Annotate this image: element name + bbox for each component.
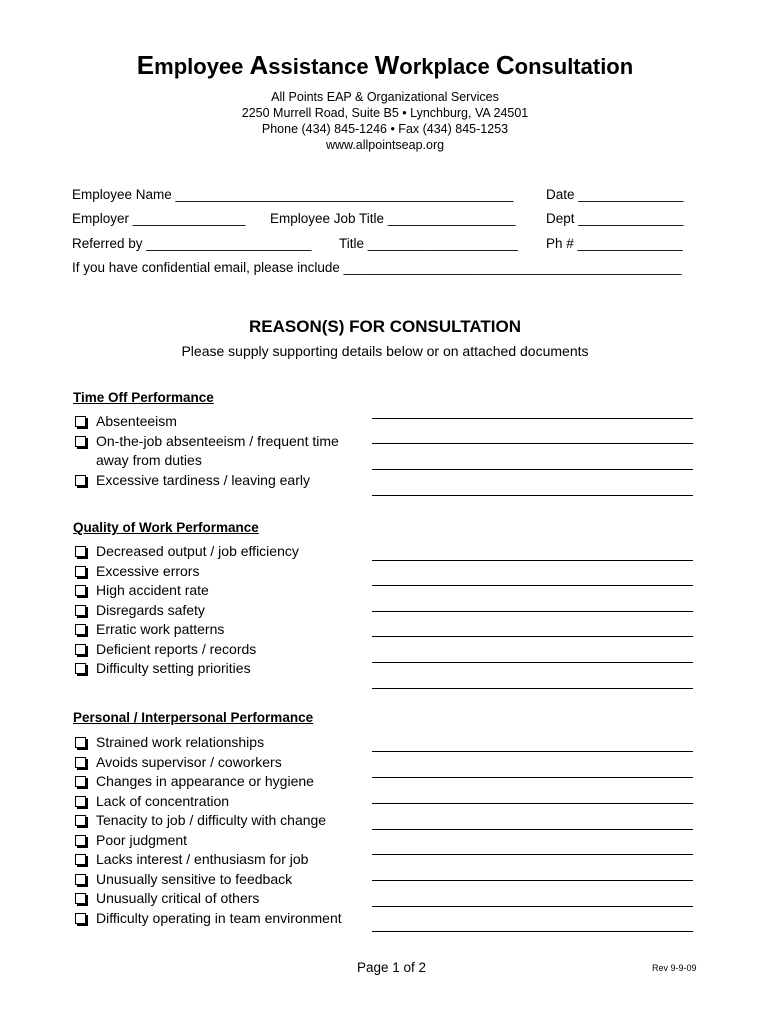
checkbox-item[interactable]: Excessive errors (73, 562, 363, 582)
checkbox-item[interactable]: Disregards safety (73, 601, 363, 621)
checkbox-icon[interactable] (75, 546, 86, 557)
job-title-field[interactable]: Employee Job Title _________________ (270, 211, 516, 226)
org-name: All Points EAP & Organizational Services (271, 90, 499, 104)
detail-line[interactable] (372, 585, 693, 586)
dept-field[interactable]: Dept ______________ (546, 211, 684, 226)
checkbox-icon[interactable] (75, 475, 86, 486)
detail-line[interactable] (372, 611, 693, 612)
checkbox-icon[interactable] (75, 854, 86, 865)
checkbox-item[interactable]: Decreased output / job efficiency (73, 542, 363, 562)
checkbox-item[interactable]: Absenteeism (73, 412, 363, 432)
detail-line[interactable] (372, 931, 693, 932)
referred-by-field[interactable]: Referred by ______________________ (72, 236, 312, 251)
checkbox-item[interactable]: High accident rate (73, 581, 363, 601)
checkbox-item[interactable]: Unusually critical of others (73, 889, 363, 909)
detail-line[interactable] (372, 854, 693, 855)
referrer-title-field[interactable]: Title ____________________ (339, 236, 518, 251)
checkbox-icon[interactable] (75, 585, 86, 596)
detail-line[interactable] (372, 636, 693, 637)
detail-line[interactable] (372, 803, 693, 804)
phone-fax: Phone (434) 845-1246 • Fax (434) 845-1253 (261, 122, 509, 136)
checkbox-icon[interactable] (75, 874, 86, 885)
detail-line[interactable] (372, 469, 693, 470)
employee-name-field[interactable]: Employee Name _____________________________________________ (72, 187, 514, 202)
time-off-list (73, 412, 363, 490)
organization-address (0, 89, 770, 153)
checkbox-icon[interactable] (75, 893, 86, 904)
checkbox-icon[interactable] (75, 776, 86, 787)
checkbox-icon[interactable] (75, 913, 86, 924)
checkbox-item[interactable]: Strained work relationships (73, 733, 363, 753)
detail-line[interactable] (372, 777, 693, 778)
detail-line[interactable] (372, 688, 693, 689)
checkbox-item[interactable]: Erratic work patterns (73, 620, 363, 640)
checkbox-item[interactable]: Difficulty setting priorities (73, 659, 363, 679)
employer-field[interactable]: Employer _______________ (72, 211, 246, 226)
personal-performance-list (73, 733, 363, 928)
checkbox-item[interactable]: On-the-job absenteeism / frequent time away from duties (73, 432, 363, 471)
checkbox-icon[interactable] (75, 835, 86, 846)
phone-field[interactable]: Ph # ______________ (546, 236, 683, 251)
detail-line[interactable] (372, 751, 693, 752)
checkbox-icon[interactable] (75, 663, 86, 674)
checkbox-icon[interactable] (75, 624, 86, 635)
reasons-subheading: Please supply supporting details below or on attached documents (181, 343, 589, 359)
detail-line[interactable] (372, 560, 693, 561)
checkbox-item[interactable]: Deficient reports / records (73, 640, 363, 660)
quality-of-work-list (73, 542, 363, 679)
checkbox-item[interactable]: Tenacity to job / difficulty with change (73, 811, 363, 831)
checkbox-icon[interactable] (75, 737, 86, 748)
checkbox-icon[interactable] (75, 416, 86, 427)
detail-line[interactable] (372, 829, 693, 830)
checkbox-icon[interactable] (75, 815, 86, 826)
checkbox-item[interactable]: Unusually sensitive to feedback (73, 870, 363, 890)
document-title: Employee Assistance Workplace Consultation (136, 50, 634, 80)
checkbox-icon[interactable] (75, 566, 86, 577)
checkbox-item[interactable]: Changes in appearance or hygiene (73, 772, 363, 792)
detail-line[interactable] (372, 443, 693, 444)
checkbox-item[interactable]: Difficulty operating in team environment (73, 909, 363, 929)
checkbox-item[interactable]: Avoids supervisor / coworkers (73, 753, 363, 773)
detail-line[interactable] (372, 906, 693, 907)
checkbox-item[interactable]: Excessive tardiness / leaving early (73, 471, 363, 491)
detail-line[interactable] (372, 662, 693, 663)
checkbox-icon[interactable] (75, 605, 86, 616)
street-address: 2250 Murrell Road, Suite B5 • Lynchburg, VA 24501 (241, 106, 529, 120)
revision-date: Rev 9-9-09 (652, 963, 697, 973)
section-title-quality-of-work: Quality of Work Performance (73, 520, 259, 535)
checkbox-icon[interactable] (75, 644, 86, 655)
checkbox-icon[interactable] (75, 436, 86, 447)
detail-line[interactable] (372, 495, 693, 496)
email-field[interactable]: If you have confidential email, please include _____________________________________________ (72, 260, 682, 275)
section-title-personal: Personal / Interpersonal Performance (73, 710, 314, 725)
checkbox-item[interactable]: Poor judgment (73, 831, 363, 851)
reasons-heading: REASON(S) FOR CONSULTATION (249, 317, 521, 336)
detail-line[interactable] (372, 418, 693, 419)
checkbox-icon[interactable] (75, 757, 86, 768)
section-title-time-off: Time Off Performance (73, 390, 214, 405)
website: www.allpointseap.org (325, 138, 445, 152)
checkbox-item[interactable]: Lack of concentration (73, 792, 363, 812)
checkbox-icon[interactable] (75, 796, 86, 807)
date-field[interactable]: Date ______________ (546, 187, 684, 202)
detail-line[interactable] (372, 880, 693, 881)
checkbox-item[interactable]: Lacks interest / enthusiasm for job (73, 850, 363, 870)
page-number: Page 1 of 2 (357, 960, 427, 975)
